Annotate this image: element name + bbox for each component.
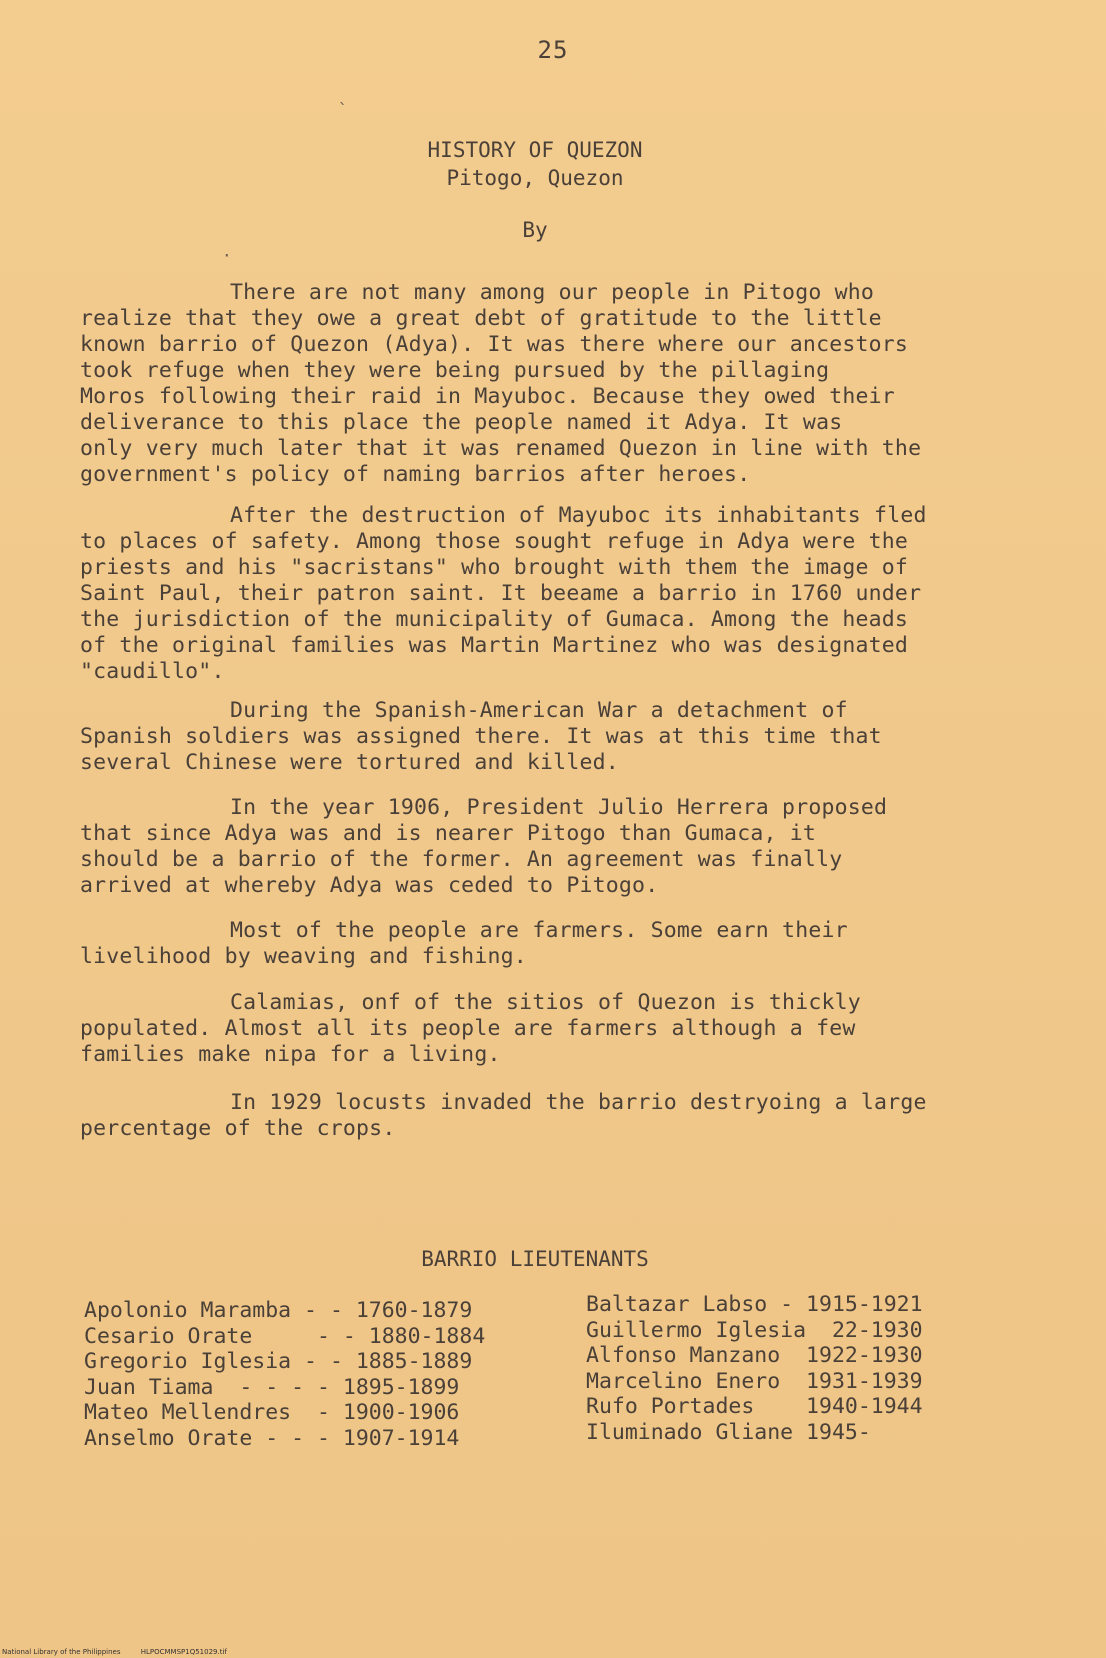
text-line: percentage of the crops. [80, 1116, 396, 1141]
footer-library: National Library of the Philippines [2, 1648, 121, 1656]
byline: By [522, 218, 548, 242]
list-item: Gregorio Iglesia - - 1885-1889 [84, 1349, 473, 1374]
list-item: Apolonio Maramba - - 1760-1879 [84, 1298, 473, 1323]
text-line: several Chinese were tortured and killed. [80, 750, 619, 775]
paragraph-1 [80, 280, 1070, 488]
stray-mark: · [222, 246, 232, 265]
list-item: Cesario Orate - - 1880-1884 [84, 1323, 486, 1349]
scan-footer [2, 1648, 245, 1656]
text-line: Calamias, onf of the sitios of Quezon is thickly [230, 990, 861, 1015]
paragraph-6 [80, 990, 1070, 1068]
text-line: Spanish soldiers was assigned there. It was at this time that [80, 724, 882, 749]
paragraph-3 [80, 698, 1070, 776]
lieutenants-list-right [586, 1292, 923, 1445]
text-line: Saint Paul, their patron saint. It beeame a barrio in 1760 under [80, 581, 922, 606]
list-item: Mateo Mellendres - 1900-1906 [84, 1400, 460, 1425]
text-line: Moros following their raid in Mayuboc. Because they owed their [80, 384, 895, 409]
paragraph-5 [80, 918, 1070, 970]
text-line: families make nipa for a living. [80, 1042, 501, 1067]
list-item: Guillermo Iglesia 22-1930 [586, 1317, 923, 1343]
text-line: In 1929 locusts invaded the barrio destryoing a large [230, 1090, 927, 1115]
list-item: Marcelino Enero 1931-1939 [586, 1368, 923, 1394]
list-item: Anselmo Orate - - - 1907-1914 [84, 1425, 460, 1451]
stray-mark: ` [338, 100, 348, 119]
text-line: In the year 1906, President Julio Herrera proposed [230, 795, 888, 820]
text-line: of the original families was Martin Martinez who was designated [80, 633, 909, 658]
lieutenants-heading: BARRIO LIEUTENANTS [421, 1247, 649, 1271]
page-number: 25 [537, 36, 569, 64]
text-line: Most of the people are farmers. Some earn their [230, 918, 848, 943]
paragraph-4 [80, 795, 1070, 899]
list-item: Iluminado Gliane 1945- [586, 1419, 871, 1445]
document-title: HISTORY OF QUEZON [427, 138, 643, 162]
text-line: deliverance to this place the people named it Adya. It was [80, 410, 843, 435]
text-line: only very much later that it was renamed Quezon in line with the [80, 436, 922, 461]
text-line: realize that they owe a great debt of gratitude to the little [80, 306, 882, 331]
text-line: priests and his "sacristans" who brought with them the image of [80, 555, 909, 580]
text-line: During the Spanish-American War a detachment of [230, 698, 848, 723]
text-line: government's policy of naming barrios after heroes. [80, 462, 751, 487]
text-line: "caudillo". [80, 659, 225, 684]
list-item: Juan Tiama - - - - 1895-1899 [84, 1374, 460, 1400]
list-item: Baltazar Labso - 1915-1921 [586, 1292, 923, 1317]
document-subtitle: Pitogo, Quezon [446, 166, 624, 190]
text-line: livelihood by weaving and fishing. [80, 944, 527, 969]
paragraph-2 [80, 503, 1070, 685]
lieutenants-list-left [84, 1298, 485, 1451]
paragraph-7 [80, 1090, 1070, 1142]
text-line: that since Adya was and is nearer Pitogo than Gumaca, it [80, 821, 817, 846]
text-line: should be a barrio of the former. An agreement was finally [80, 847, 843, 872]
text-line: the jurisdiction of the municipality of Gumaca. Among the heads [80, 607, 909, 632]
text-line: populated. Almost all its people are farmers although a few [80, 1016, 856, 1041]
text-line: took refuge when they were being pursued by the pillaging [80, 358, 830, 383]
text-line: known barrio of Quezon (Adya). It was there where our ancestors [80, 332, 909, 357]
text-line: to places of safety. Among those sought refuge in Adya were the [80, 529, 909, 554]
text-line: There are not many among our people in Pitogo who [230, 280, 875, 305]
text-line: After the destruction of Mayuboc its inhabitants fled [230, 503, 927, 528]
footer-file: HLPOCMMSP1Q51029.tif [140, 1648, 227, 1656]
list-item: Alfonso Manzano 1922-1930 [586, 1343, 923, 1368]
list-item: Rufo Portades 1940-1944 [586, 1394, 923, 1419]
text-line: arrived at whereby Adya was ceded to Pitogo. [80, 873, 659, 898]
